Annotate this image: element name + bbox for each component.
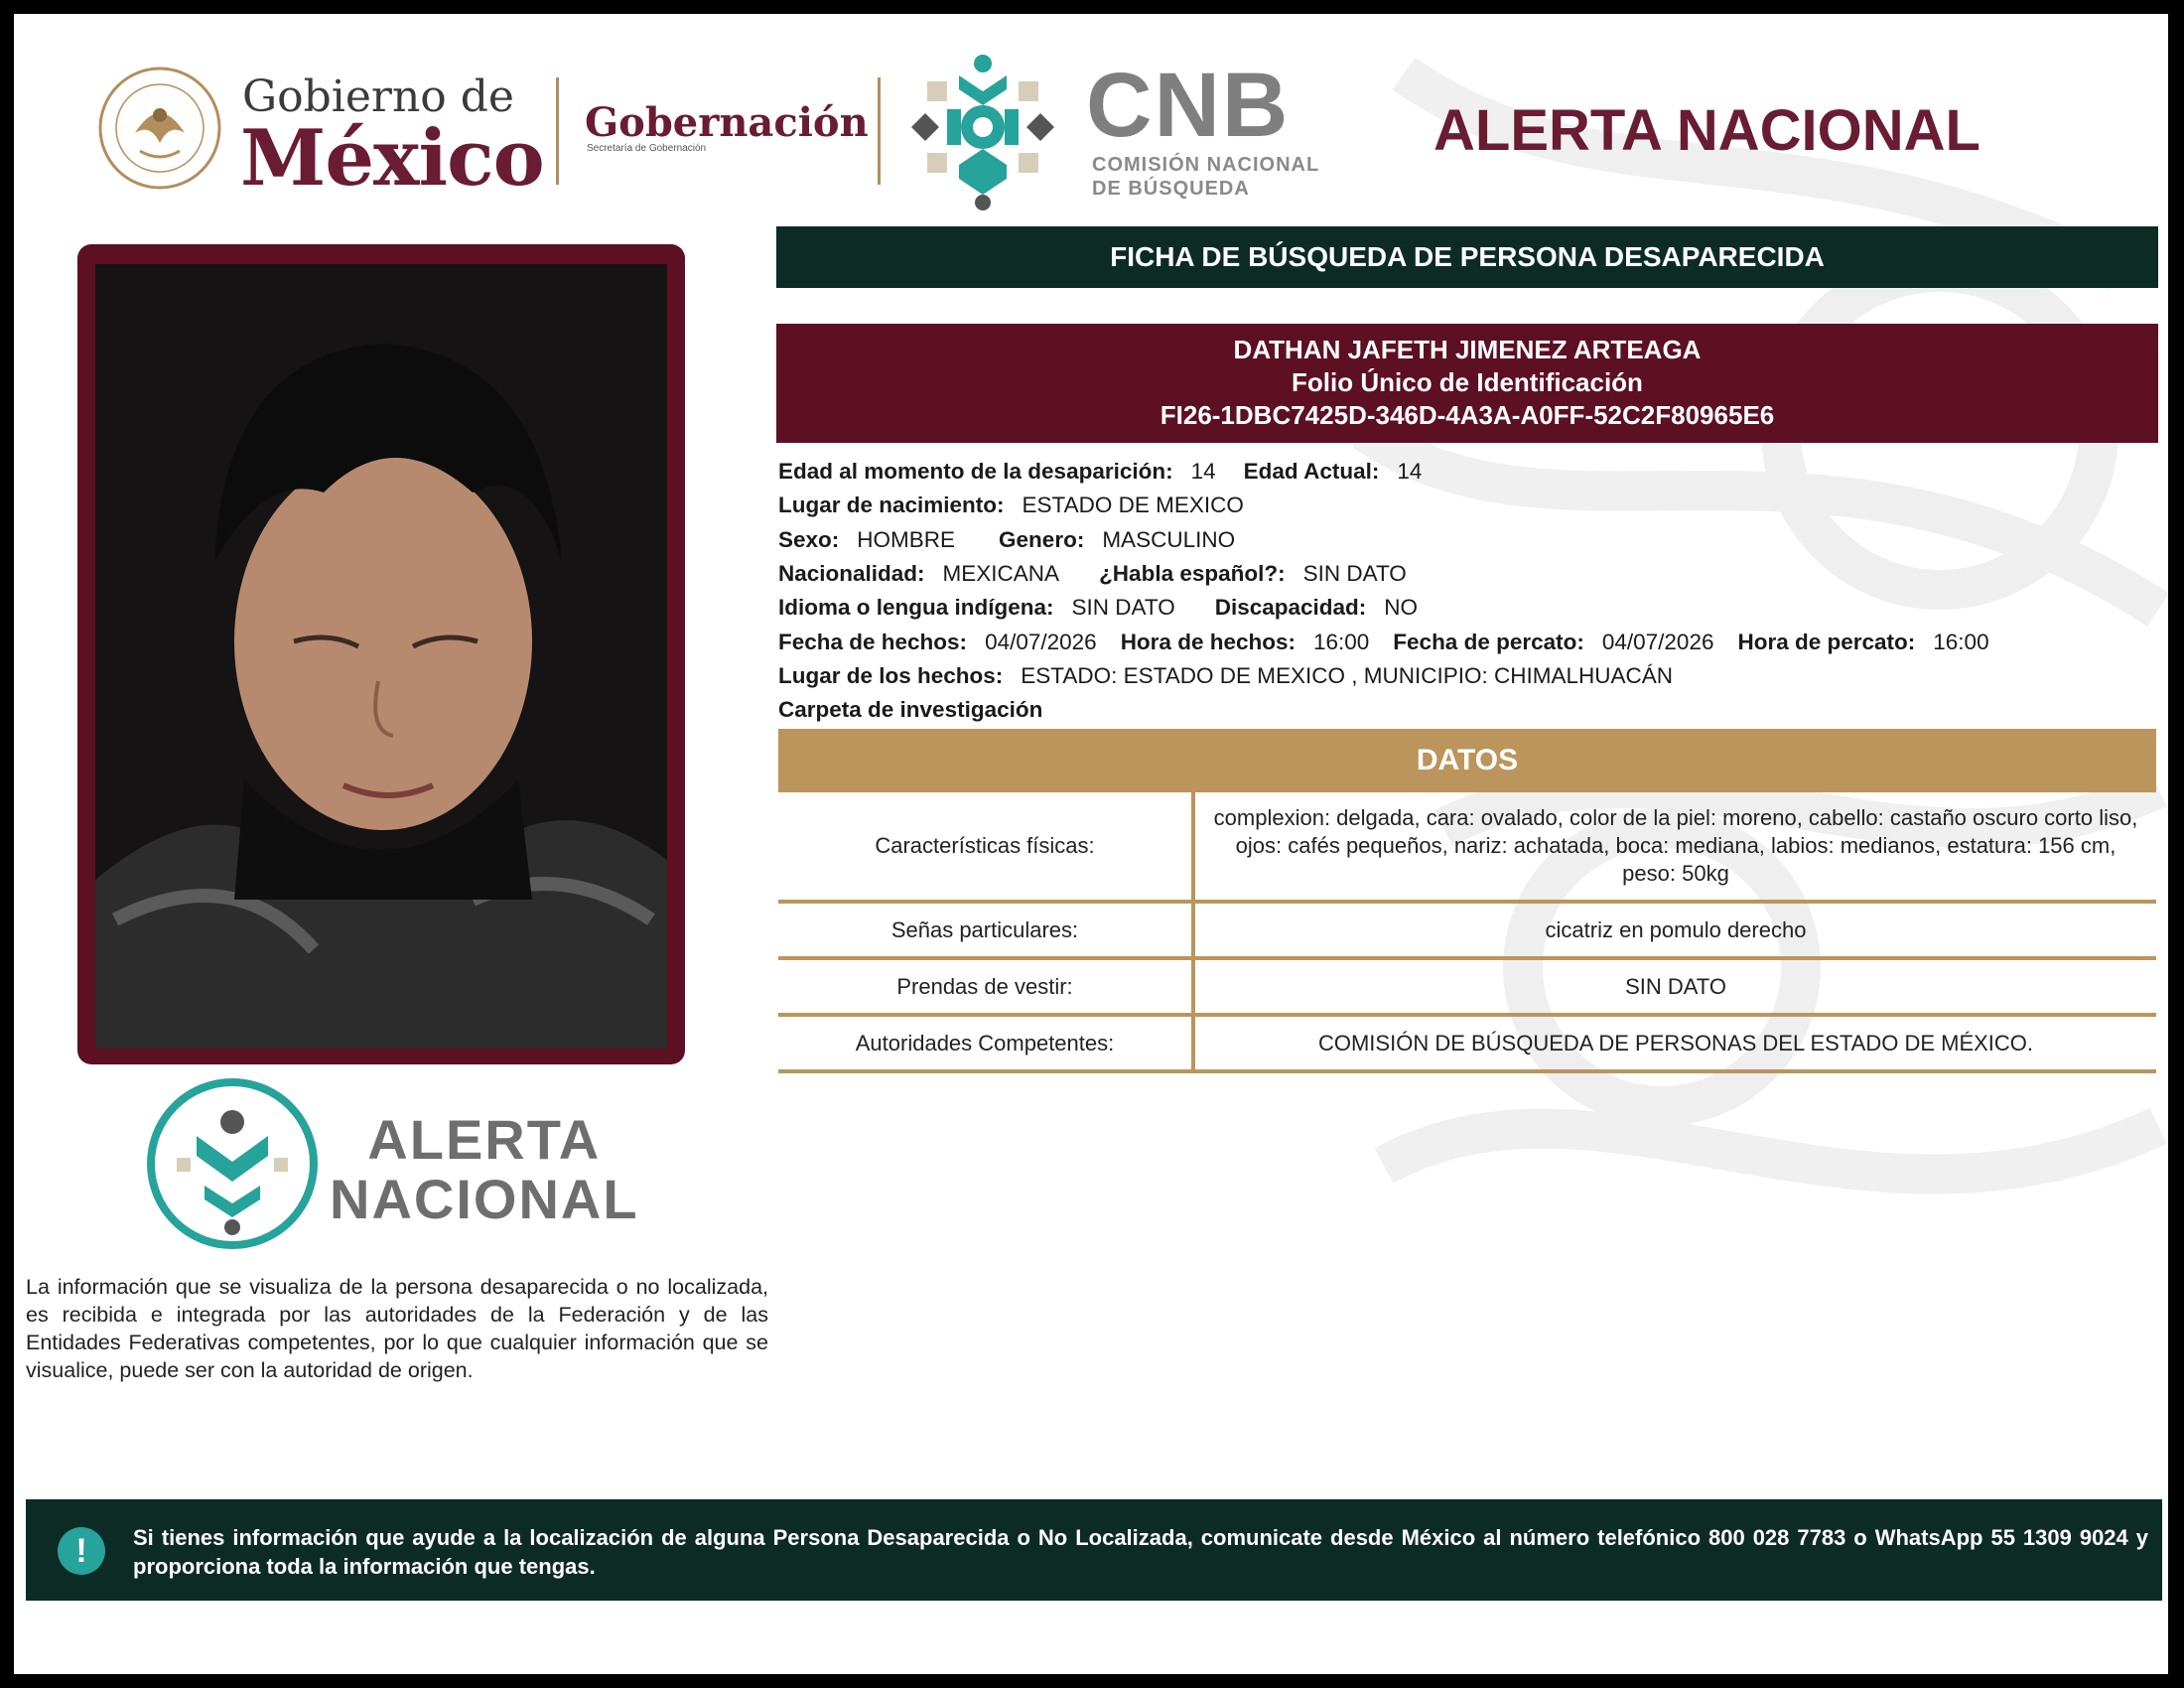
footer-text: Si tienes información que ayude a la localización de alguna Persona Desaparecida o No Localizada, comunicate desde México al número telefónico 800 028 7783 o WhatsApp 55 1309 9024 y proporciona toda la información que tengas. [133, 1525, 2148, 1579]
missing-person-photo [95, 264, 667, 1049]
fecha-hechos-value: 04/07/2026 [985, 629, 1097, 654]
field-row [778, 659, 2158, 693]
edad-desaparicion-value: 14 [1190, 459, 1216, 485]
hora-hechos-value: 16:00 [1312, 629, 1370, 654]
fecha-hechos-label: Fecha de hechos: [778, 629, 968, 654]
contact-footer [26, 1499, 2162, 1601]
field-row [778, 625, 2158, 658]
alerta-word: ALERTA [367, 1108, 602, 1171]
mexico-text: México [240, 113, 544, 204]
fecha-percato-label: Fecha de percato: [1393, 629, 1584, 654]
lugar-hechos-value: ESTADO: ESTADO DE MEXICO , MUNICIPIO: CHIMALHUACÁN [1021, 662, 1674, 688]
table-row [778, 1015, 2156, 1071]
field-row [778, 693, 2158, 727]
genero-value: MASCULINO [1102, 526, 1236, 552]
table-row [778, 792, 2156, 902]
habla-espanol-value: SIN DATO [1302, 561, 1407, 587]
field-row [778, 455, 2158, 489]
cnb-subtitle-line2: DE BÚSQUEDA [1092, 178, 1250, 200]
datos-label: Características físicas: [778, 792, 1193, 902]
hora-percato-value: 16:00 [1933, 629, 1989, 654]
alert-title: ALERTA NACIONAL [1433, 98, 1980, 163]
datos-value: SIN DATO [1193, 958, 2156, 1015]
hora-hechos-label: Hora de hechos: [1120, 629, 1296, 654]
edad-actual-value: 14 [1397, 459, 1423, 485]
mexico-seal-icon [95, 64, 224, 193]
nacionalidad-value: MEXICANA [942, 561, 1060, 587]
disclaimer-text: La información que se visualiza de la persona desaparecida o no localizada, es recibida e integrada por las autoridades de la Federación y de las Entidades Federativas competentes, por lo que cualquier información que se visualice, puede ser con la autoridad de origen. [26, 1275, 768, 1382]
lugar-nacimiento-label: Lugar de nacimiento: [778, 492, 1005, 518]
datos-label: Autoridades Competentes: [778, 1015, 1193, 1071]
idioma-label: Idioma o lengua indígena: [778, 595, 1054, 621]
discapacidad-label: Discapacidad: [1214, 595, 1367, 621]
genero-label: Genero: [999, 526, 1085, 552]
edad-desaparicion-label: Edad al momento de la desaparición: [778, 459, 1173, 485]
datos-header: DATOS [778, 729, 2156, 792]
folio-value: FI26-1DBC7425D-346D-4A3A-A0FF-52C2F80965E6 [1160, 400, 1775, 430]
idioma-value: SIN DATO [1071, 595, 1175, 621]
sexo-label: Sexo: [778, 526, 840, 552]
alerta-nacional-wordmark [330, 1110, 639, 1229]
person-fields [778, 455, 2158, 727]
ficha-title: FICHA DE BÚSQUEDA DE PERSONA DESAPARECIDA [776, 226, 2158, 288]
lugar-hechos-label: Lugar de los hechos: [778, 662, 1004, 688]
cnb-logo-icon [897, 42, 1068, 216]
edad-actual-label: Edad Actual: [1243, 459, 1380, 485]
field-row [778, 523, 2158, 557]
nacional-word: NACIONAL [330, 1168, 639, 1230]
header-divider [878, 77, 881, 185]
person-name: DATHAN JAFETH JIMENEZ ARTEAGA [1233, 335, 1702, 364]
datos-value: cicatriz en pomulo derecho [1193, 902, 2156, 958]
carpeta-label: Carpeta de investigación [778, 697, 1043, 723]
lugar-nacimiento-value: ESTADO DE MEXICO [1022, 492, 1244, 518]
person-header [776, 324, 2158, 443]
exclamation-icon: ! [58, 1527, 105, 1575]
folio-label: Folio Único de Identificación [1292, 367, 1643, 397]
datos-label: Señas particulares: [778, 902, 1193, 958]
gobierno-de-text: Gobierno de [242, 71, 514, 122]
gobernacion-text: Gobernación [585, 99, 869, 146]
header-divider [556, 77, 559, 185]
cnb-subtitle-line1: COMISIÓN NACIONAL [1092, 154, 1320, 176]
table-row [778, 958, 2156, 1015]
field-row [778, 591, 2158, 625]
discapacidad-value: NO [1384, 595, 1419, 621]
alerta-nacional-logo-icon [143, 1074, 322, 1253]
datos-table [778, 792, 2156, 1073]
cnb-subtitle [1092, 153, 1319, 201]
datos-value: complexion: delgada, cara: ovalado, color de la piel: moreno, cabello: castaño oscuro corto liso, ojos: cafés pequeños, nariz: achatada, boca: mediana, labios: medianos, estatura: 156 cm, peso: 50kg [1193, 792, 2156, 902]
nacionalidad-label: Nacionalidad: [778, 561, 925, 587]
hora-percato-label: Hora de percato: [1737, 629, 1916, 654]
gobernacion-subtitle: Secretaría de Gobernación [587, 143, 707, 154]
cnb-wordmark: CNB [1086, 55, 1291, 156]
alert-sheet [14, 14, 2168, 1674]
field-row [778, 557, 2158, 591]
fecha-percato-value: 04/07/2026 [1601, 629, 1714, 654]
table-row [778, 902, 2156, 958]
field-row [778, 489, 2158, 522]
sexo-value: HOMBRE [857, 526, 956, 552]
datos-label: Prendas de vestir: [778, 958, 1193, 1015]
datos-value: COMISIÓN DE BÚSQUEDA DE PERSONAS DEL ESTADO DE MÉXICO. [1193, 1015, 2156, 1071]
habla-espanol-label: ¿Habla español?: [1099, 561, 1286, 587]
